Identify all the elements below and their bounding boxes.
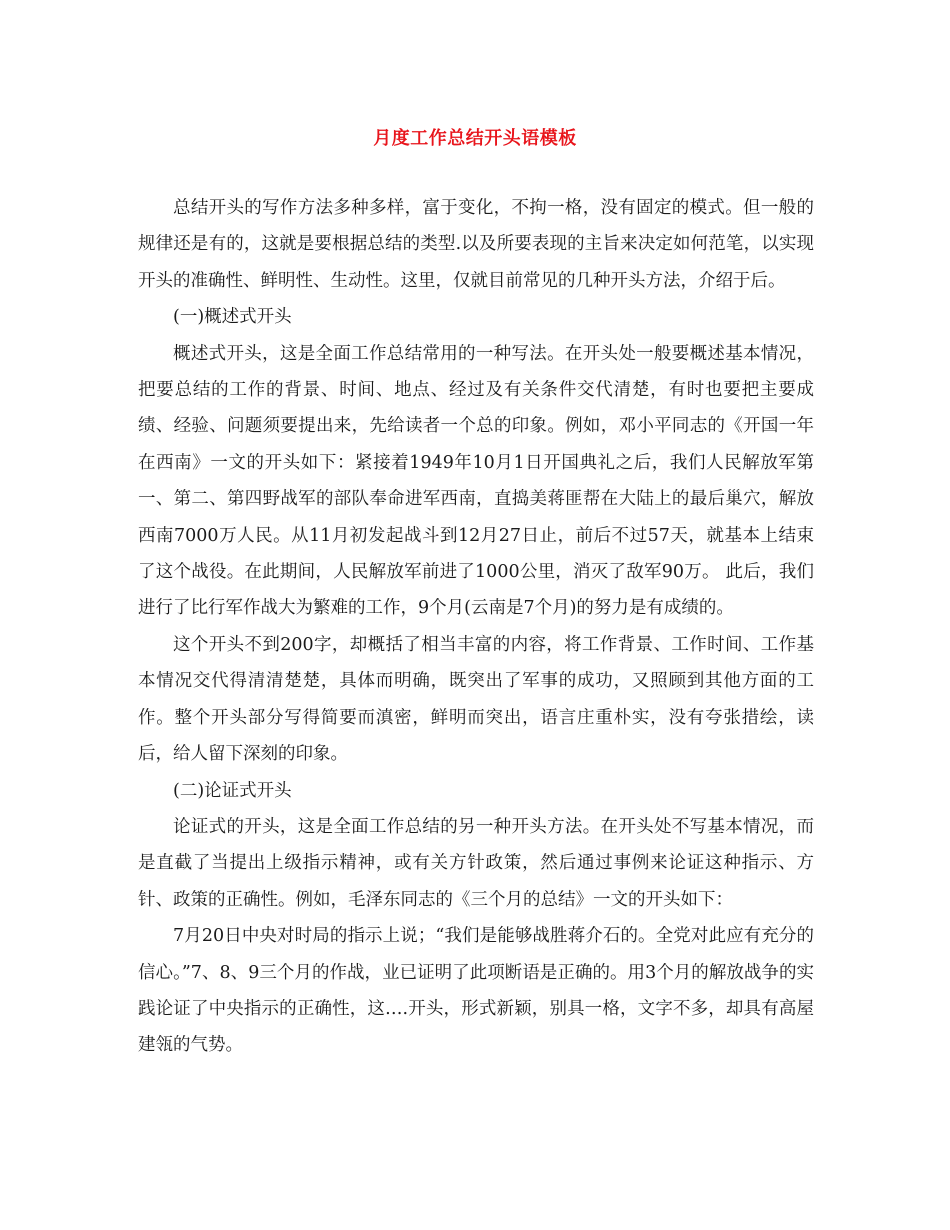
document-title: 月度工作总结开头语模板 bbox=[373, 128, 577, 149]
paragraph-argument-example: 7月20日中央对时局的指示上说；“我们是能够战胜蒋介石的。全党对此应有充分的信心。”7、8、9三个月的作战，业已证明了此项断语是正确的。用3个月的解放战争的实践论证了中央指示的正确性，这….开头，形式新颖，别具一格，文字不多，却具有高屋建瓴的气势。 bbox=[138, 926, 814, 1056]
section-heading-overview: (一)概述式开头 bbox=[173, 307, 292, 328]
paragraph-intro: 总结开头的写作方法多种多样，富于变化，不拘一格，没有固定的模式。但一般的规律还是有的，这就是要根据总结的类型.以及所要表现的主旨来决定如何范笔，以实现开头的准确性、鲜明性、生动性。这里，仅就目前常见的几种开头方法，介绍于后。 bbox=[138, 198, 814, 291]
document-body bbox=[138, 190, 814, 1064]
paragraph-overview-method: 概述式开头，这是全面工作总结常用的一种写法。在开头处一般要概述基本情况，把要总结的工作的背景、时间、地点、经过及有关条件交代清楚，有时也要把主要成绩、经验、问题须要提出来，先给读者一个总的印象。例如，邓小平同志的《开国一年在西南》一文的开头如下：紧接着1949年10月1日开国典礼之后，我们人民解放军第一、第二、第四野战军的部队奉命进军西南，直捣美蒋匪帮在大陆上的最后巢穴，解放西南7000万人民。从11月初发起战斗到12月27日止，前后不过57天，就基本上结束了这个战役。在此期间，人民解放军前进了1000公里，消灭了敌军90万。 此后，我们进行了比行军作战大为繁难的工作，9个月(云南是7个月)的努力是有成绩的。 bbox=[138, 343, 814, 619]
section-heading-argument: (二)论证式开头 bbox=[173, 780, 292, 801]
paragraph-argument-method: 论证式的开头，这是全面工作总结的另一种开头方法。在开头处不写基本情况，而是直截了当提出上级指示精神，或有关方针政策，然后通过事例来论证这种指示、方针、政策的正确性。例如，毛泽东同志的《三个月的总结》一文的开头如下： bbox=[138, 816, 814, 910]
paragraph-overview-analysis: 这个开头不到200字，却概括了相当丰富的内容，将工作背景、工作时间、工作基本情况交代得清清楚楚，具体而明确，既突出了军事的成功，又照顾到其他方面的工作。整个开头部分写得简要而滇密，鲜明而突出，语言庄重朴实，没有夸张措绘，读后，给人留下深刻的印象。 bbox=[138, 634, 814, 765]
